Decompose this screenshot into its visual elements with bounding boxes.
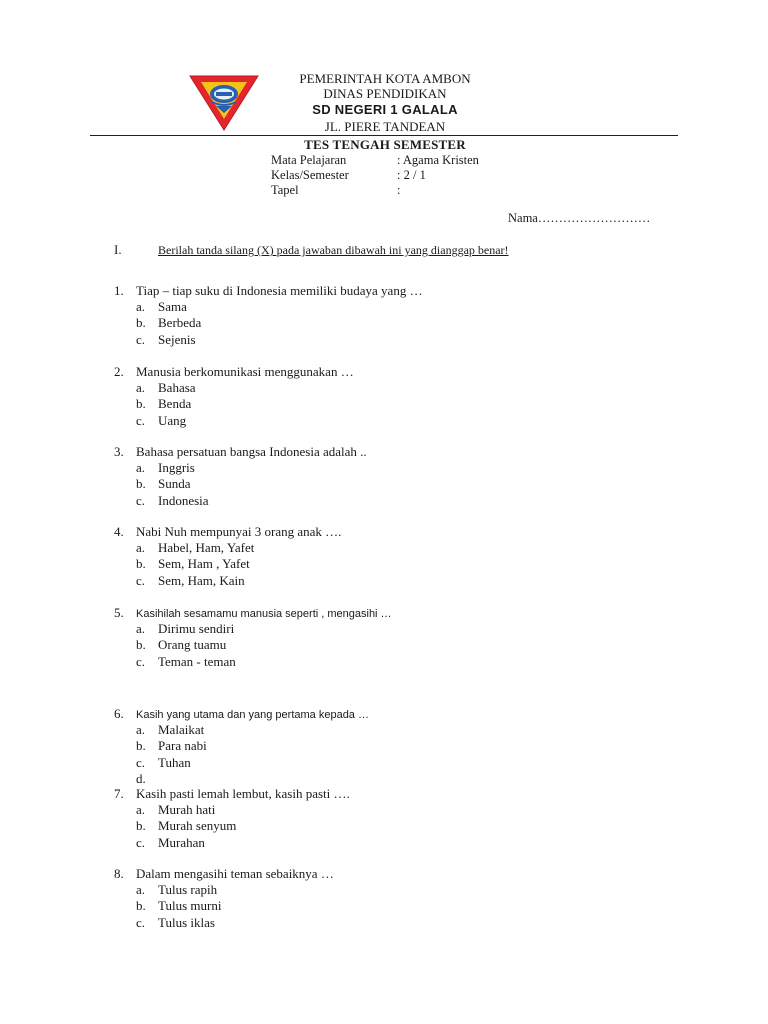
option-text: Habel, Ham, Yafet <box>158 540 255 556</box>
answer-option[interactable] <box>136 882 536 898</box>
option-letter: a. <box>136 380 146 396</box>
question-text: Nabi Nuh mempunyai 3 orang anak …. <box>136 524 342 539</box>
question-text: Dalam mengasihi teman sebaiknya … <box>136 866 334 881</box>
name-field[interactable]: Nama……………………… <box>508 211 651 225</box>
answer-option[interactable] <box>136 771 536 787</box>
answer-option[interactable] <box>136 802 536 818</box>
answer-option[interactable] <box>136 299 536 315</box>
option-text: Uang <box>158 412 187 428</box>
answer-option[interactable] <box>136 621 536 637</box>
option-letter: c. <box>136 492 146 508</box>
answer-option[interactable] <box>136 396 536 412</box>
answer-option[interactable] <box>136 332 536 348</box>
option-text: Sunda <box>158 476 191 492</box>
option-text: Berbeda <box>158 315 202 331</box>
option-text: Murah hati <box>158 802 216 818</box>
option-text: Murah senyum <box>158 818 237 834</box>
answer-option[interactable] <box>136 738 536 754</box>
option-text: Murahan <box>158 834 205 850</box>
answer-option[interactable] <box>136 755 536 771</box>
section-number: I. <box>114 242 122 257</box>
question-text: Tiap – tiap suku di Indonesia memiliki budaya yang … <box>136 283 423 298</box>
question-text: Kasih yang utama dan yang pertama kepada … <box>136 709 369 721</box>
answer-option[interactable] <box>136 556 536 572</box>
option-letter: c. <box>136 412 146 428</box>
option-text: Inggris <box>158 460 195 476</box>
answer-option[interactable] <box>136 493 536 509</box>
answer-option[interactable] <box>136 915 536 931</box>
option-letter: b. <box>136 738 146 754</box>
question-number: 2. <box>114 364 124 379</box>
option-letter: a. <box>136 802 146 818</box>
option-letter: a. <box>136 540 146 556</box>
answer-option[interactable] <box>136 818 536 834</box>
option-letter: a. <box>136 299 146 315</box>
question-number: 3. <box>114 444 124 459</box>
answer-option[interactable] <box>136 315 536 331</box>
option-text: Malaikat <box>158 722 205 738</box>
option-letter: b. <box>136 315 146 331</box>
option-letter: c. <box>136 572 146 588</box>
header-department: DINAS PENDIDIKAN <box>323 86 447 101</box>
option-letter: b. <box>136 898 146 914</box>
option-letter: a. <box>136 460 146 476</box>
option-letter: b. <box>136 818 146 834</box>
option-text: Teman - teman <box>158 653 236 669</box>
option-letter: d. <box>136 770 146 786</box>
question-8 <box>114 866 674 882</box>
option-text: Bahasa <box>158 380 196 396</box>
question-2 <box>114 364 674 380</box>
option-letter: b. <box>136 637 146 653</box>
option-text: Tulus rapih <box>158 882 218 898</box>
answer-option[interactable] <box>136 898 536 914</box>
answer-option[interactable] <box>136 637 536 653</box>
answer-option[interactable] <box>136 654 536 670</box>
header-school-name: SD NEGERI 1 GALALA <box>312 102 458 117</box>
question-6 <box>114 706 674 722</box>
question-5 <box>114 605 674 621</box>
option-letter: b. <box>136 396 146 412</box>
question-text: Manusia berkomunikasi menggunakan … <box>136 364 354 379</box>
option-letter: a. <box>136 882 146 898</box>
answer-option[interactable] <box>136 380 536 396</box>
answer-option[interactable] <box>136 835 536 851</box>
header-government: PEMERINTAH KOTA AMBON <box>299 71 471 86</box>
option-text: Indonesia <box>158 492 209 508</box>
option-letter: b. <box>136 476 146 492</box>
option-text: Sejenis <box>158 331 196 347</box>
answer-option[interactable] <box>136 540 536 556</box>
answer-option[interactable] <box>136 722 536 738</box>
question-number: 5. <box>114 605 124 620</box>
question-1 <box>114 283 674 299</box>
option-letter: c. <box>136 914 146 930</box>
question-text: Bahasa persatuan bangsa Indonesia adalah .. <box>136 444 367 459</box>
option-text: Sem, Ham, Kain <box>158 572 245 588</box>
option-text: Sem, Ham , Yafet <box>158 556 250 572</box>
option-letter: c. <box>136 754 146 770</box>
option-text: Tulus murni <box>158 898 222 914</box>
question-3 <box>114 444 674 460</box>
exam-title: TES TENGAH SEMESTER <box>304 137 466 152</box>
option-text: Orang tuamu <box>158 637 227 653</box>
meta-value: : Agama Kristen <box>397 153 479 167</box>
header-divider <box>90 135 678 136</box>
answer-option[interactable] <box>136 573 536 589</box>
option-text: Dirimu sendiri <box>158 621 235 637</box>
header-address: JL. PIERE TANDEAN <box>324 119 446 134</box>
option-letter: a. <box>136 621 146 637</box>
question-4 <box>114 524 674 540</box>
option-letter: c. <box>136 653 146 669</box>
question-text: Kasih pasti lemah lembut, kasih pasti …. <box>136 786 350 801</box>
question-number: 4. <box>114 524 124 539</box>
option-text: Benda <box>158 396 192 412</box>
option-text: Sama <box>158 299 187 315</box>
option-letter: c. <box>136 834 146 850</box>
option-text: Tulus iklas <box>158 914 215 930</box>
meta-label: Mata Pelajaran <box>271 153 347 167</box>
question-number: 6. <box>114 706 124 721</box>
option-letter: b. <box>136 556 146 572</box>
question-7 <box>114 786 674 802</box>
section-instruction: Berilah tanda silang (X) pada jawaban dibawah ini yang dianggap benar! <box>158 243 509 257</box>
answer-option[interactable] <box>136 413 536 429</box>
meta-value: : <box>397 183 401 197</box>
answer-option[interactable] <box>136 460 536 476</box>
question-number: 1. <box>114 283 124 298</box>
answer-option[interactable] <box>136 476 536 492</box>
option-letter: a. <box>136 722 146 738</box>
option-text: Tuhan <box>158 754 191 770</box>
option-text: Para nabi <box>158 738 207 754</box>
question-text: Kasihilah sesamamu manusia seperti , mengasihi … <box>136 608 392 620</box>
exam-meta <box>271 153 571 201</box>
option-letter: c. <box>136 331 146 347</box>
meta-value: : 2 / 1 <box>397 168 426 182</box>
question-number: 8. <box>114 866 124 881</box>
meta-label: Kelas/Semester <box>271 168 349 182</box>
question-number: 7. <box>114 786 124 801</box>
meta-label: Tapel <box>271 183 299 197</box>
